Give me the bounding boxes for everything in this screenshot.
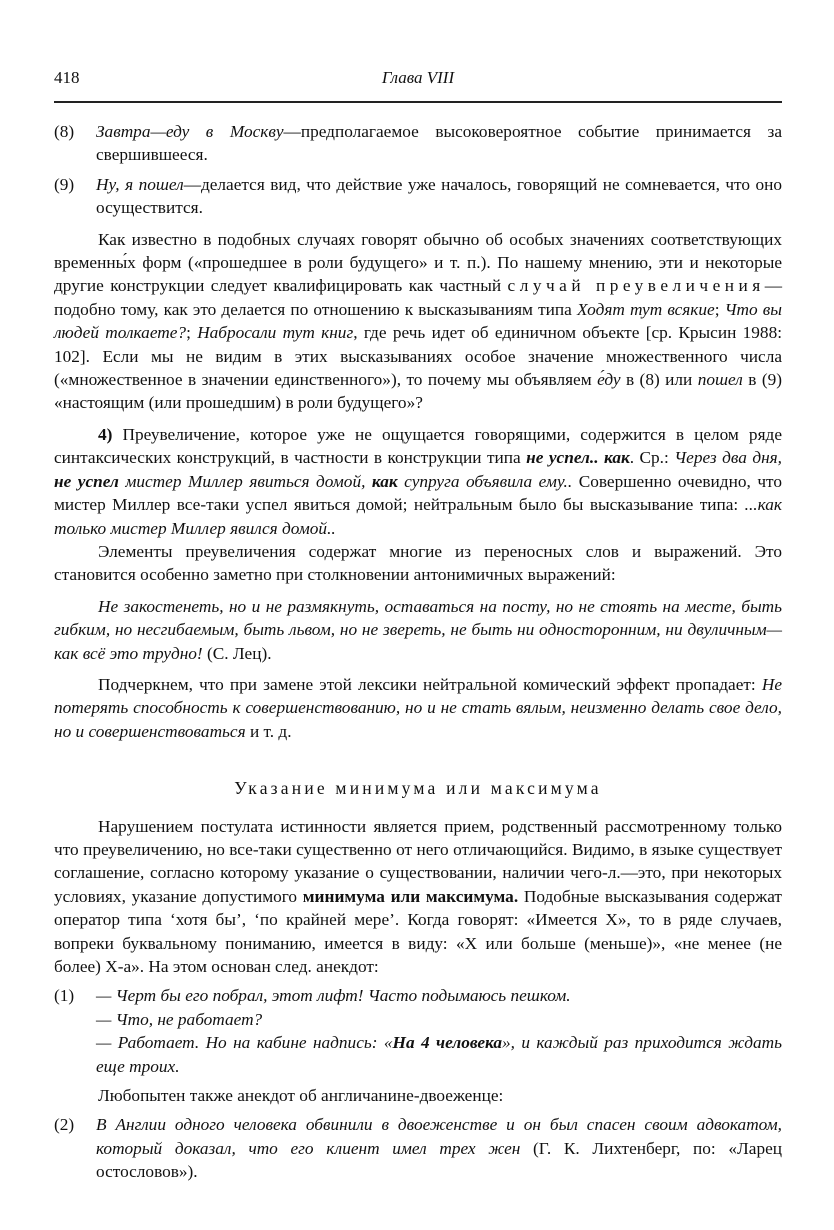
italic-example: Не потерять способность к совершенствованию, но и не стать вялым, неизменно делать свое дело, но и совершенствоваться [54,674,782,741]
text: Нарушением постулата истинности является прием, родственный рассмотренному только что преувеличению, но все-таки существенно от него отличающийся. Видимо, в языке существует соглашение, согласно которому указание о существовании, наличии чего-л.—это, при некоторых условиях, указание допустимого [54,816,782,906]
text: и т. д. [245,721,292,741]
running-header [54,68,782,90]
text: Подобные высказывания содержат оператор типа ‘хотя бы’, ‘по крайней мере’. Когда говорят: «Имеется X», то в ряде случаев, вопреки буквальному пониманию, имеется в виду: «X или больше (меньше)», «не менее (не более) X-а». На этом основан след. анекдот: [54,886,782,976]
text: Преувеличение, которое уже не ощущается говорящими, содержится в целом ряде синтаксических конструкций, в частности в конструкции типа [54,424,782,468]
example-number: (1) [54,986,75,1006]
item-number: 4) [98,424,113,444]
italic-example: мистер Миллер явиться домой, [118,471,372,491]
example-text [96,120,782,167]
text: ; [186,323,198,343]
paragraph-4 [54,673,782,743]
page-number: 418 [54,68,80,87]
header-rule [54,101,782,103]
paragraph-5 [54,815,782,979]
example-number: (9) [54,174,75,194]
italic-example: Ходят тут всякие [576,299,715,319]
example-comment: —предполагаемое высоковероятное событие принимается за свершившееся. [96,122,782,165]
text: — Работает. Но на кабине надпись: « [96,1033,393,1053]
dialogue [96,984,782,1078]
quote-source: (С. Лец). [202,643,272,663]
example-2 [54,1113,782,1183]
example-1 [54,984,782,1078]
bold-term: минимума или максимума. [302,886,519,906]
bold-term: На 4 человека [392,1033,503,1053]
bold-term: как [371,471,398,491]
section-heading: Указание минимума или максимума [234,778,602,799]
dialogue-line: — Черт бы его побрал, этот лифт! Часто подымаюсь пешком. [96,986,571,1006]
italic-example: Через два дня, [674,448,782,468]
italic-example: Что вы людей толкаете? [54,299,782,343]
paragraph-1 [54,228,782,415]
quote-text: Не закостенеть, но и не размякнуть, оставаться на посту, но не стоять на месте, быть гибким, но несгибаемым, быть львом, но не звереть, не быть ни односторонним, ни двуличным—как всё это трудно! [54,596,782,663]
example-italic: В Англии одного человека обвинили в двоеженстве и он был спасен своим адвокатом, который доказал, что его клиент имел трех жен [96,1115,782,1158]
example-text [96,173,782,220]
italic-example: е́ду [597,370,621,390]
bold-term: не успел.. как [526,448,630,468]
paragraph-2 [54,423,782,540]
text: », и каждый раз приходится ждать еще троих. [96,1033,782,1076]
example-number: (2) [54,1115,75,1135]
example-8 [54,120,782,167]
example-number: (8) [54,122,75,141]
paragraph-3: Элементы преувеличения содержат многие из переносных слов и выражений. Это становится особенно заметно при столкновении антонимичных выражений: [54,541,782,585]
page-body [54,114,782,1184]
text: Подчеркнем, что при замене этой лексики нейтральной комический эффект пропадает: [98,674,762,694]
quotation [54,595,782,665]
italic-example: ...как только мистер Миллер явился домой.. [54,495,782,538]
chapter-title: Глава VIII [381,68,455,87]
bold-term: не успел [54,471,119,491]
text: Совершенно очевидно, что мистер Миллер все-таки успел явиться домой; нейтральным было бы высказывание типа: [54,471,782,515]
example-comment: —делается вид, что действие уже началось, говорящий не сомневается, что оно осуществится. [96,174,783,218]
paragraph-6: Любопытен также анекдот об англичанине-двоеженце: [98,1086,504,1106]
spaced-term: случай преувеличения [507,276,765,296]
italic-example: супруга объявила ему.. [397,471,573,491]
text: в (8) или [620,370,698,390]
text: Как известно в подобных случаях говорят обычно об особых значениях соответствующих временны́х форм («прошедшее в роли будущего» и т. п.). По нашему мнению, эти и некоторые другие конструкции следует квалифицировать как частный [54,229,782,296]
text: . Ср.: [629,448,675,468]
italic-example: Набросали тут книг [197,323,354,343]
text: , где речь идет об единичном объекте [ср. Крысин 1988: 102]. Если мы не видим в этих высказываниях особое значение множественного числа («множественное в значении единственного»), то почему мы объявляем [54,323,783,390]
example-italic: Завтра—еду в Москву [96,122,284,141]
dialogue-line [96,1031,782,1078]
text: в (9) «настоящим (или прошедшим) в роли будущего»? [54,370,782,413]
italic-example: пошел [697,370,743,390]
text: —подобно тому, как это делается по отношению к высказываниям типа [54,276,782,319]
example-comment: (Г. К. Лихтенберг, по: «Ларец остословов»). [96,1138,783,1182]
example-text [96,1113,782,1183]
example-9 [54,173,782,220]
text: ; [714,299,725,319]
dialogue-line: — Что, не работает? [96,1009,263,1029]
example-italic: Ну, я пошел [96,174,184,194]
